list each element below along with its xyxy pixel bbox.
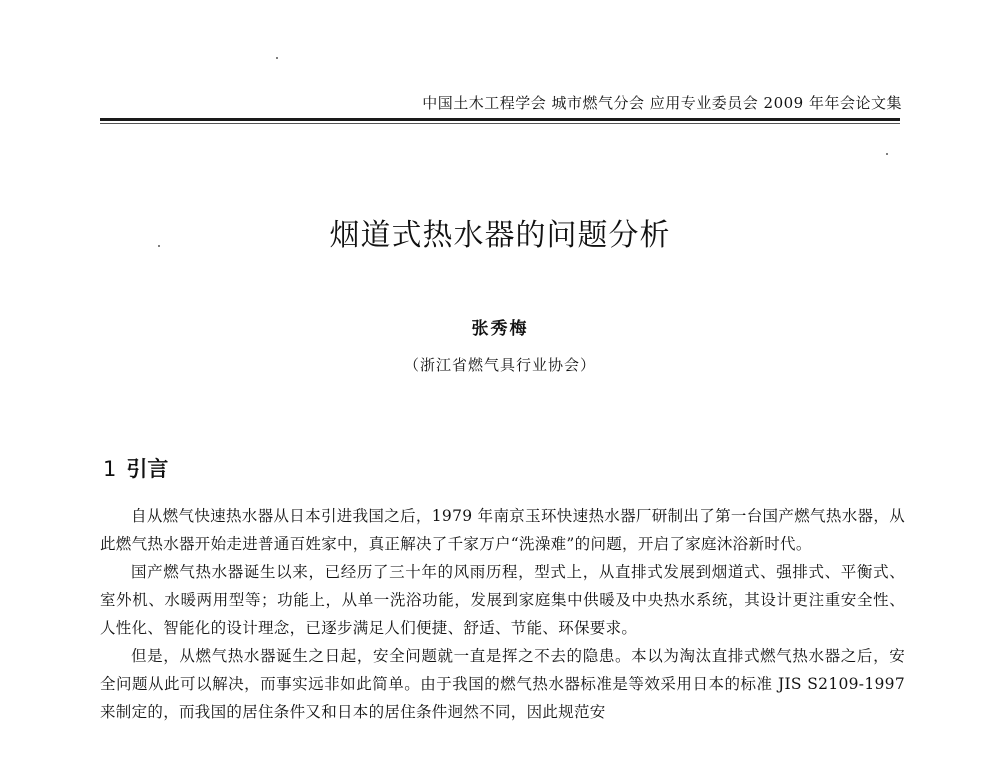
author-affiliation: （浙江省燃气具行业协会） [403,356,596,374]
header-rule-thin [100,123,900,124]
running-header: 中国土木工程学会 城市燃气分会 应用专业委员会 2009 年年会论文集 [422,94,902,112]
section-title: 引言 [126,457,169,481]
scan-speck [886,153,888,155]
paragraph: 但是，从燃气热水器诞生之日起，安全问题就一直是挥之不去的隐患。本以为淘汰直排式燃气热水器之后，安全问题从此可以解决，而事实远非如此简单。由于我国的燃气热水器标准是等效采用日本的标准 JIS S2109-1997 来制定的，而我国的居住条件又和日本的居住条件迥然不同，因此规范安 [100,647,905,721]
paragraph: 自从燃气快速热水器从日本引进我国之后，1979 年南京玉环快速热水器厂研制出了第一台国产燃气热水器，从此燃气热水器开始走进普通百姓家中，真正解决了千家万户“洗澡难”的问题，开启了家庭沐浴新时代。 [100,507,905,553]
header-rule [100,118,900,121]
section-heading [103,453,168,483]
section-number: 1 [103,457,117,481]
scan-speck [276,57,278,59]
article-title: 烟道式热水器的问题分析 [329,218,671,253]
paragraph: 国产燃气热水器诞生以来，已经历了三十年的风雨历程，型式上，从直排式发展到烟道式、强排式、平衡式、室外机、水暖两用型等；功能上，从单一洗浴功能，发展到家庭集中供暖及中央热水系统，其设计更注重安全性、人性化、智能化的设计理念，已逐步满足人们便捷、舒适、节能、环保要求。 [100,563,905,637]
section-body [100,502,905,726]
author-name: 张秀梅 [471,319,529,339]
